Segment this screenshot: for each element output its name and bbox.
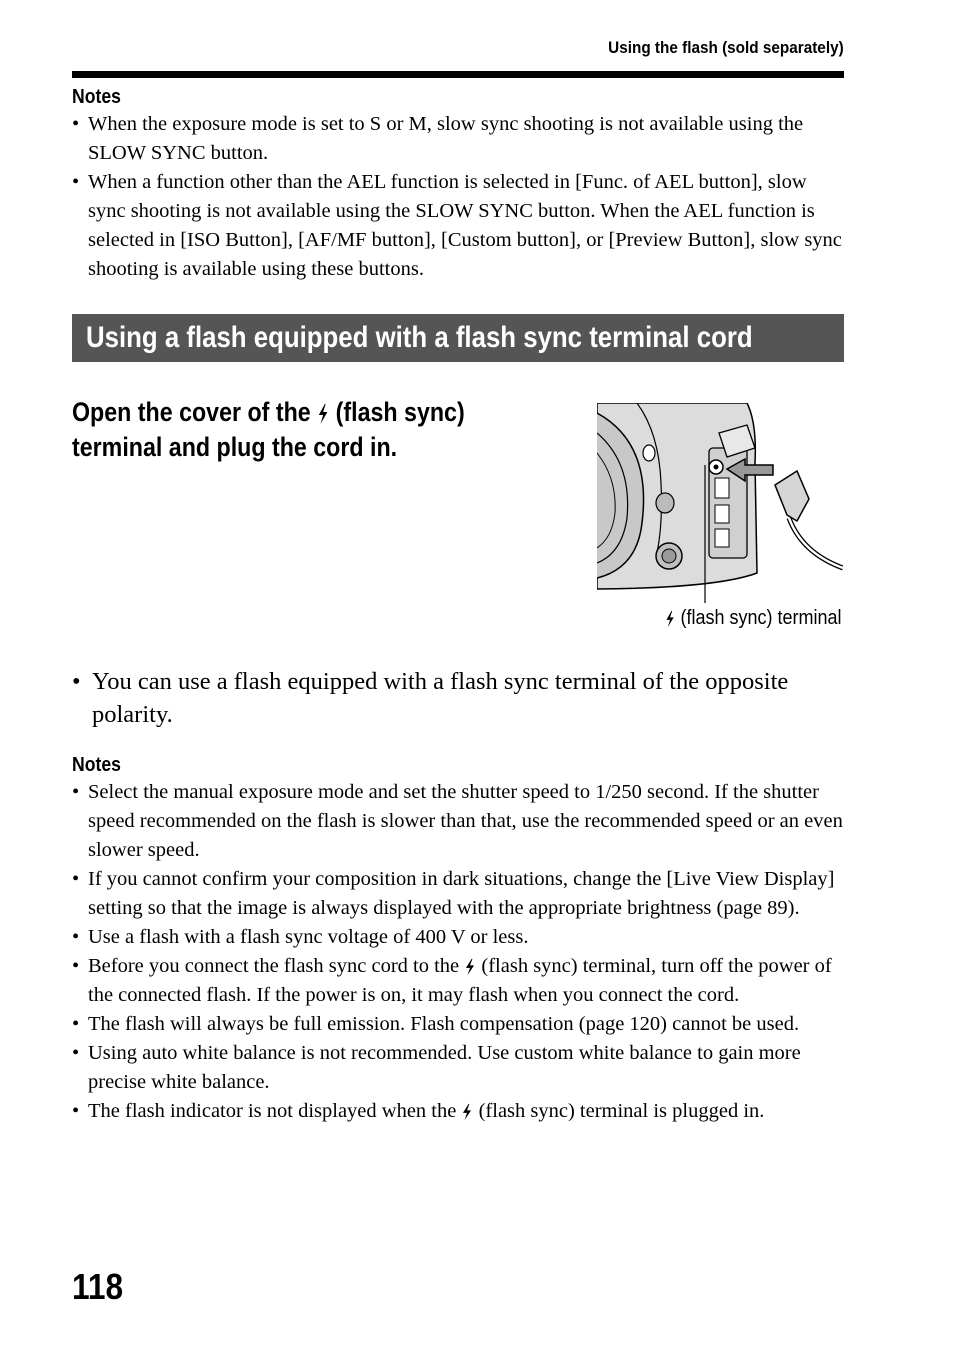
figure-caption (664, 607, 841, 630)
notes-heading: Notes (72, 754, 121, 776)
camera-terminal-illustration (597, 403, 843, 603)
notes-bottom (72, 754, 844, 1126)
page-number: 118 (72, 1266, 124, 1307)
flash-sync-bolt-icon (464, 958, 476, 976)
notes-list (72, 110, 844, 284)
note-item: • The flash will always be full emission. Flash compensation (page 120) cannot be used. (72, 1010, 844, 1039)
section-banner (72, 314, 844, 362)
note-item (72, 952, 844, 1010)
step-text-a: Open the cover of the (72, 397, 311, 427)
notes-heading: Notes (72, 86, 121, 108)
polarity-bullet: • You can use a flash equipped with a flash sync terminal of the opposite polarity. (72, 665, 844, 731)
note-item: • Use a flash with a flash sync voltage of 400 V or less. (72, 923, 844, 952)
notes-list (72, 778, 844, 1126)
section-title: Using a flash equipped with a flash sync terminal cord (86, 321, 753, 354)
note-text-a: Before you connect the flash sync cord to the (88, 955, 460, 977)
flash-sync-bolt-icon (461, 1103, 473, 1121)
note-item: • Select the manual exposure mode and set the shutter speed to 1/250 second. If the shutter speed recommended on the flash is slower than that, use the recommended speed or an even slower speed. (72, 778, 844, 865)
step-line-2: terminal and plug the cord in. (72, 432, 398, 462)
running-header: Using the flash (sold separately) (608, 38, 844, 57)
note-text-a: The flash indicator is not displayed when the (88, 1100, 457, 1122)
step-text-b: (flash sync) (335, 397, 465, 427)
note-text-b: (flash sync) terminal is plugged in. (478, 1100, 765, 1122)
note-item: • Using auto white balance is not recommended. Use custom white balance to gain more precise white balance. (72, 1039, 844, 1097)
note-item: • When a function other than the AEL function is selected in [Func. of AEL button], slow sync shooting is not available using the SLOW SYNC button. When the AEL function is selected in [ISO Button], [AF/MF button], [Custom button], or [Preview Button], slow sync shooting is available using these buttons. (72, 168, 844, 284)
notes-top (72, 86, 844, 284)
note-item (72, 1097, 844, 1126)
header-rule (72, 71, 844, 78)
step-line-1 (72, 395, 519, 430)
note-item: • If you cannot confirm your composition in dark situations, change the [Live View Display] setting so that the image is always displayed with the appropriate brightness (page 89). (72, 865, 844, 923)
flash-sync-bolt-icon (664, 610, 675, 628)
step-heading (72, 395, 592, 465)
note-item: • When the exposure mode is set to S or M, slow sync shooting is not available using the SLOW SYNC button. (72, 110, 844, 168)
note-text-b: (flash sync) terminal, turn off the power of the connected flash. If the power is on, it may flash when you connect the cord. (88, 955, 832, 1006)
caption-text: (flash sync) terminal (679, 607, 841, 629)
flash-sync-bolt-icon (317, 403, 329, 425)
